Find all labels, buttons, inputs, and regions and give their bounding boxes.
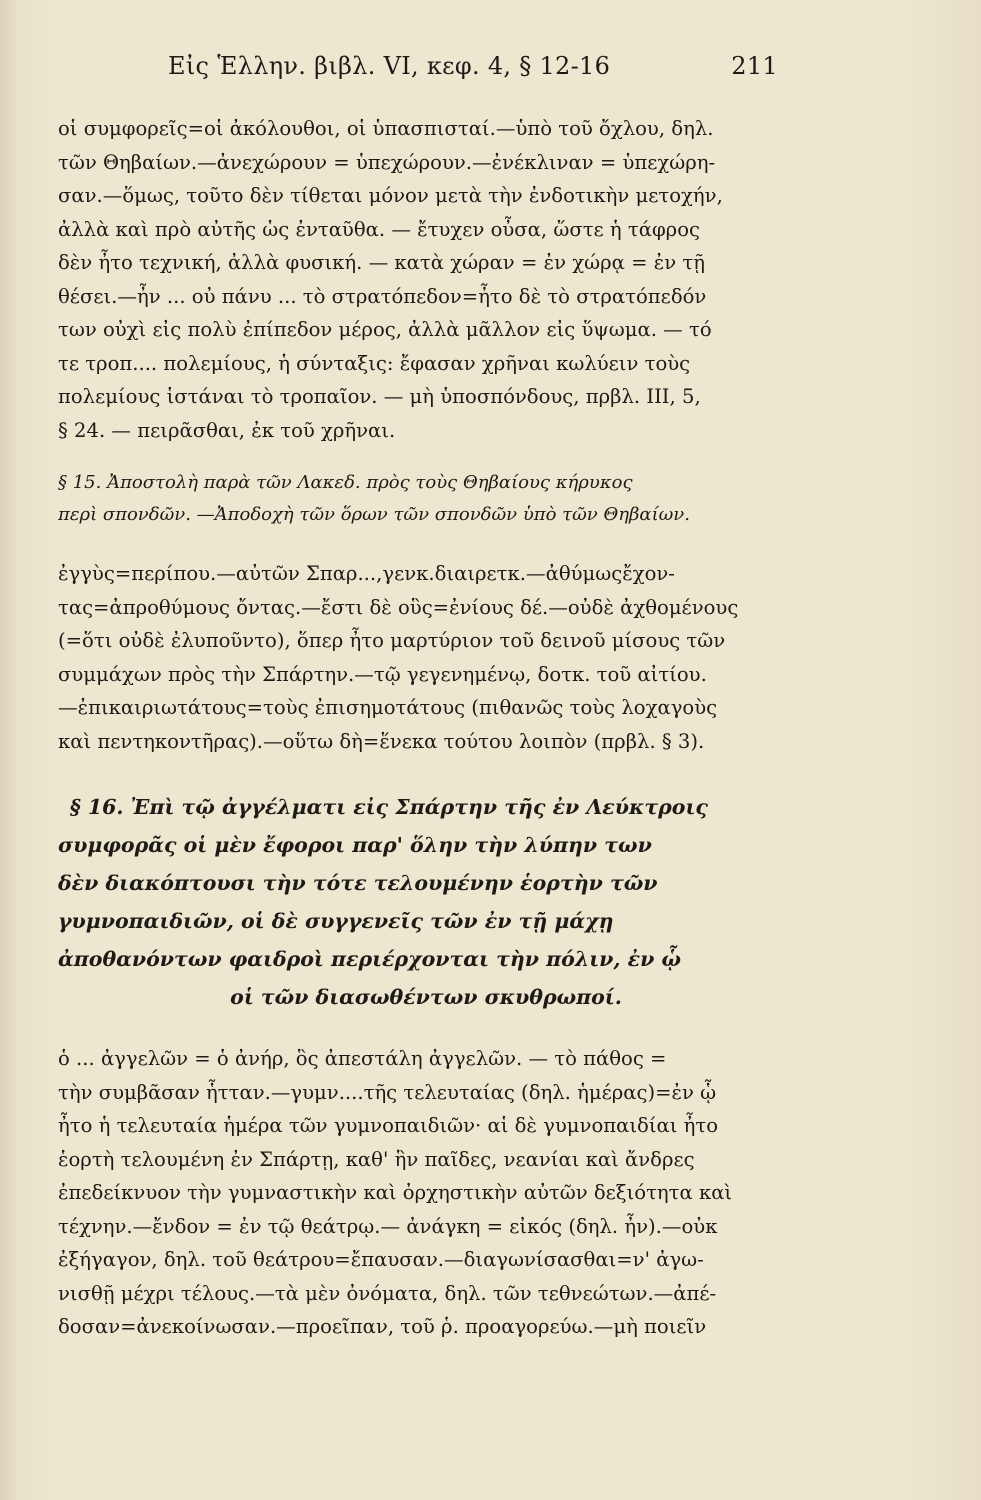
text-line: σαν.—ὅμως, τοῦτο δὲν τίθεται μόνον μετὰ τὴν ἐνδοτικὴν μετοχήν, bbox=[58, 184, 723, 207]
page-body bbox=[58, 112, 794, 1344]
section-16-notes bbox=[58, 1042, 794, 1344]
text-line: τε τροπ.... πολεμίους, ἡ σύνταξις: ἔφασαν χρῆναι κωλύειν τοὺς bbox=[58, 351, 691, 375]
page-header bbox=[168, 52, 778, 92]
heading-line: § 15. Ἀποστολὴ παρὰ τῶν Λακεδ. πρὸς τοὺς Θηβαίους κήρυκος bbox=[58, 472, 633, 493]
text-line: τέχνην.—ἔνδον = ἐν τῷ θεάτρῳ.— ἀνάγκη = εἰκός (δηλ. ἦν).—οὐκ bbox=[58, 1214, 718, 1238]
text-line: νισθῇ μέχρι τέλους.—τὰ μὲν ὀνόματα, δηλ. τῶν τεθνεώτων.—ἀπέ- bbox=[58, 1281, 717, 1305]
text-line: ἑορτὴ τελουμένη ἐν Σπάρτῃ, καθ' ἣν παῖδες, νεανίαι καὶ ἄνδρες bbox=[58, 1147, 695, 1171]
text-line: συμμάχων πρὸς τὴν Σπάρτην.—τῷ γεγενημένῳ, δοτκ. τοῦ αἰτίου. bbox=[58, 662, 707, 686]
heading-line: περὶ σπονδῶν. —Ἀποδοχὴ τῶν ὅρων τῶν σπονδῶν ὑπὸ τῶν Θηβαίων. bbox=[58, 504, 690, 525]
heading-line: συμφορᾶς οἱ μὲν ἔφοροι παρ' ὅλην τὴν λύπην των bbox=[58, 833, 652, 857]
text-line: πολεμίους ἱστάναι τὸ τροπαῖον. — μὴ ὑποσπόνδους, πρβλ. III, 5, bbox=[58, 385, 701, 408]
section-14-notes bbox=[58, 112, 794, 447]
text-line: οἱ συμφορεῖς=οἱ ἀκόλουθοι, οἱ ὑπασπισταί.—ὑπὸ τοῦ ὄχλου, δηλ. bbox=[58, 117, 714, 140]
running-title: Εἰς Ἑλλην. βιβλ. VI, κεφ. 4, § 12-16 bbox=[168, 52, 611, 80]
heading-line: οἱ τῶν διασωθέντων σκυθρωποί. bbox=[230, 985, 622, 1009]
text-line: τὴν συμβᾶσαν ἧτταν.—γυμν....τῆς τελευταίας (δηλ. ἡμέρας)=ἐν ᾧ bbox=[58, 1080, 717, 1104]
text-line: δοσαν=ἀνεκοίνωσαν.—προεῖπαν, τοῦ ῥ. προαγορεύω.—μὴ ποιεῖν bbox=[58, 1315, 707, 1338]
text-line: τας=ἀπροθύμους ὄντας.—ἔστι δὲ οὓς=ἐνίους δέ.—οὐδὲ ἀχθομένους bbox=[58, 595, 739, 619]
heading-line: § 16. Ἐπὶ τῷ ἀγγέλματι εἰς Σπάρτην τῆς ἐν Λεύκτροις bbox=[70, 795, 708, 819]
text-line: ὁ ... ἀγγελῶν = ὁ ἀνήρ, ὃς ἀπεστάλη ἀγγελῶν. — τὸ πάθος = bbox=[58, 1047, 667, 1070]
text-line: (=ὅτι οὐδὲ ἐλυποῦντο), ὅπερ ἦτο μαρτύριον τοῦ δεινοῦ μίσους τῶν bbox=[58, 629, 726, 652]
text-line: ἦτο ἡ τελευταία ἡμέρα τῶν γυμνοπαιδιῶν· αἱ δὲ γυμνοπαιδίαι ἦτο bbox=[58, 1114, 719, 1137]
text-line: § 24. — πειρᾶσθαι, ἐκ τοῦ χρῆναι. bbox=[58, 418, 396, 442]
text-line: ἐξήγαγον, δηλ. τοῦ θεάτρου=ἔπαυσαν.—διαγωνίσασθαι=ν' ἀγω- bbox=[58, 1248, 704, 1271]
section-16-heading bbox=[58, 788, 794, 1016]
heading-line: ἀποθανόντων φαιδροὶ περιέρχονται τὴν πόλιν, ἐν ᾧ bbox=[58, 947, 681, 971]
text-line: ἐπεδείκνυον τὴν γυμναστικὴν καὶ ὀρχηστικὴν αὐτῶν δεξιότητα καὶ bbox=[58, 1181, 733, 1204]
text-line: δὲν ἦτο τεχνική, ἀλλὰ φυσική. — κατὰ χώραν = ἐν χώρᾳ = ἐν τῇ bbox=[58, 251, 705, 274]
heading-line: γυμνοπαιδιῶν, οἱ δὲ συγγενεῖς τῶν ἐν τῇ μάχῃ bbox=[58, 909, 614, 933]
section-15-heading bbox=[58, 467, 794, 531]
text-line: καὶ πεντηκοντῆρας).—οὕτω δὴ=ἕνεκα τούτου λοιπὸν (πρβλ. § 3). bbox=[58, 729, 705, 753]
page-number: 211 bbox=[731, 52, 778, 80]
section-15-notes bbox=[58, 557, 794, 758]
text-line: ἐγγὺς=περίπου.—αὐτῶν Σπαρ...,γενκ.διαιρετκ.—ἀθύμωςἔχον- bbox=[58, 562, 675, 585]
text-line: —ἐπικαιριωτάτους=τοὺς ἐπισημοτάτους (πιθανῶς τοὺς λοχαγοὺς bbox=[58, 696, 718, 719]
heading-line: δὲν διακόπτουσι τὴν τότε τελουμένην ἑορτὴν τῶν bbox=[58, 871, 658, 895]
text-line: τῶν Θηβαίων.—ἀνεχώρουν = ὑπεχώρουν.—ἐνέκλιναν = ὑπεχώρη- bbox=[58, 150, 716, 174]
text-line: των οὐχὶ εἰς πολὺ ἐπίπεδον μέρος, ἀλλὰ μᾶλλον εἰς ὕψωμα. — τό bbox=[58, 318, 712, 341]
text-line: θέσει.—ἦν ... οὐ πάνυ ... τὸ στρατόπεδον=ἦτο δὲ τὸ στρατόπεδόν bbox=[58, 284, 707, 308]
text-line: ἀλλὰ καὶ πρὸ αὐτῆς ὡς ἐνταῦθα. — ἔτυχεν οὖσα, ὥστε ἡ τάφρος bbox=[58, 217, 700, 241]
